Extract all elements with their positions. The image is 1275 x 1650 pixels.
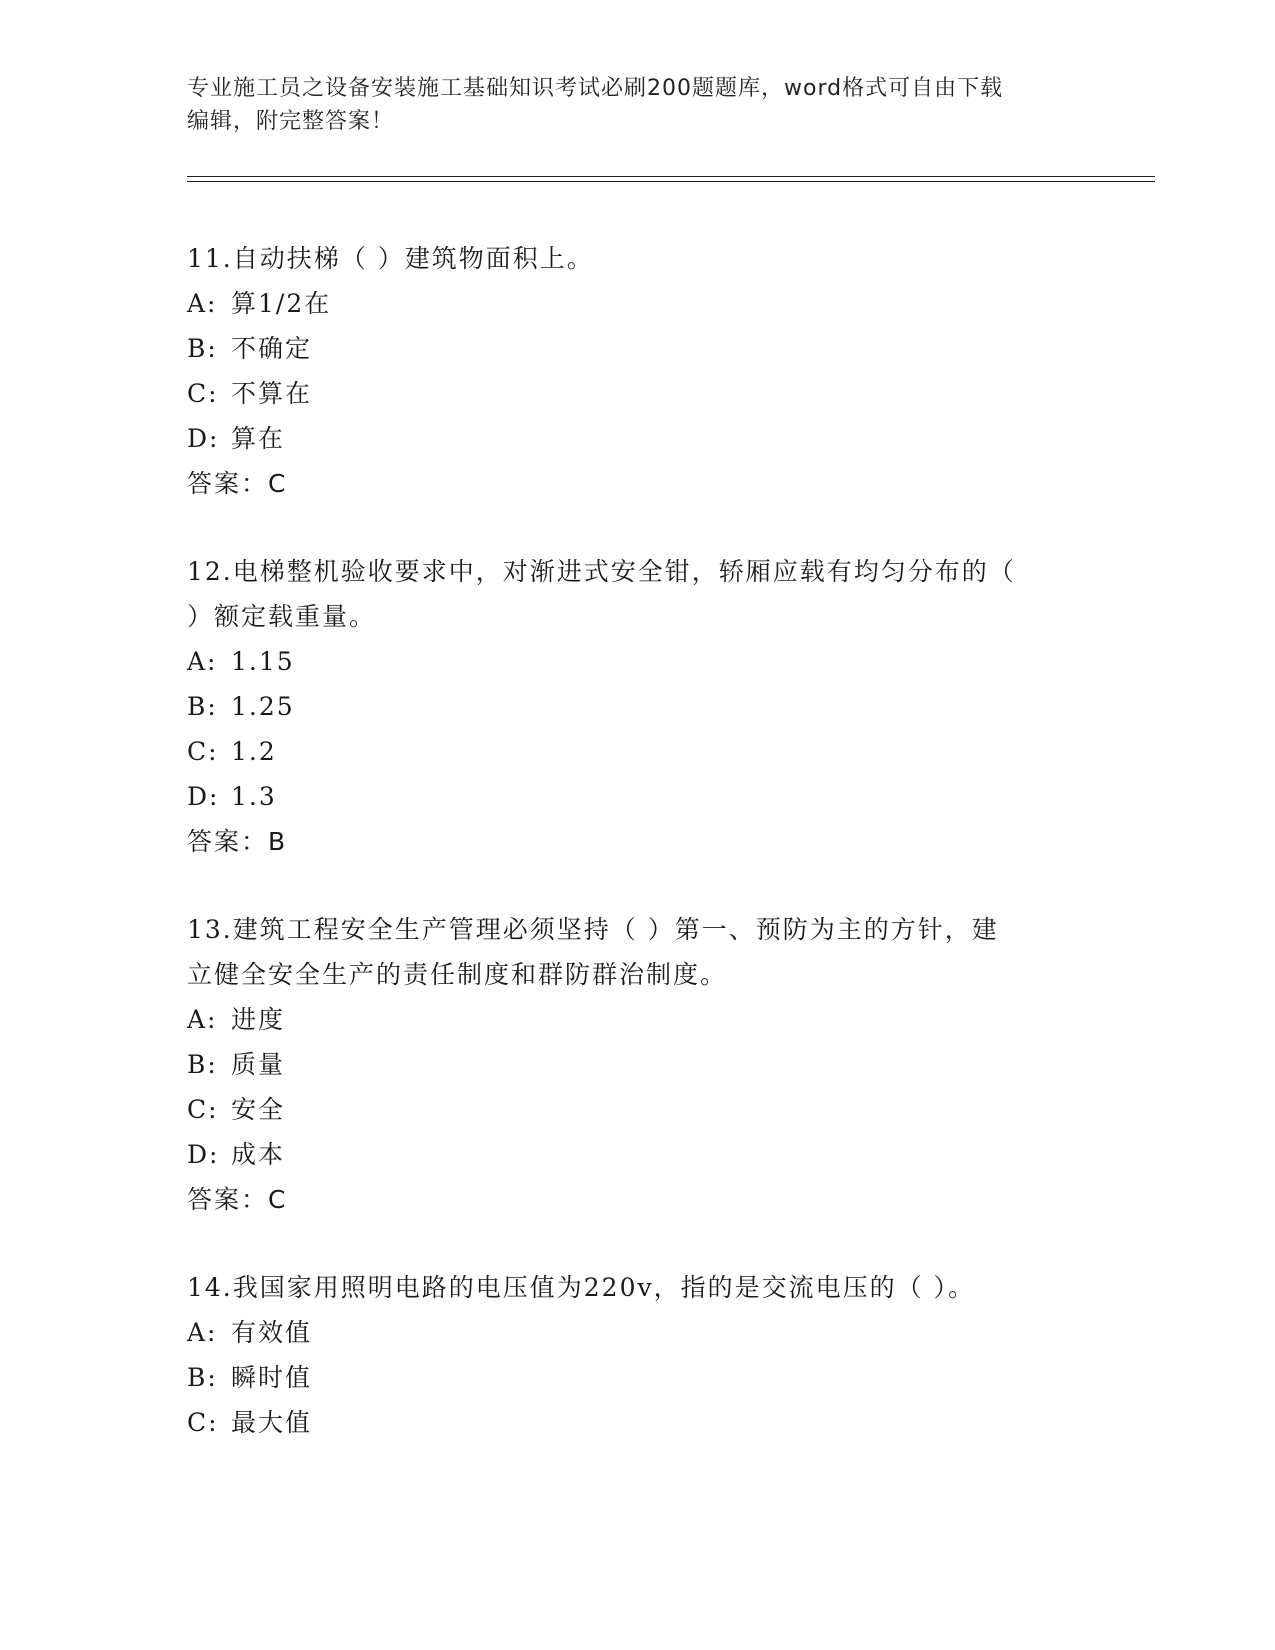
question-stem-line: 11.自动扶梯（ ）建筑物面积上。 [187,244,594,273]
answer-option [187,639,1077,684]
question-block [187,236,1077,506]
option-text: 瞬时值 [231,1363,313,1392]
answer-key: 答案：C [187,1185,288,1214]
option-text: 1.15 [231,647,295,676]
answer-option [187,1400,1077,1445]
option-text: 1.2 [231,737,277,766]
option-letter: C: [187,1408,219,1437]
answer-option [187,281,1077,326]
document-header [187,72,1077,138]
option-letter: A: [187,1318,218,1347]
option-text: 质量 [231,1050,286,1079]
header-divider-bottom [187,181,1155,182]
answer-key: 答案：C [187,469,288,498]
option-letter: D: [187,1140,220,1169]
answer-option [187,1087,1077,1132]
answer-option [187,997,1077,1042]
answer-option [187,1310,1077,1355]
option-text: 有效值 [231,1318,313,1347]
option-letter: A: [187,1005,218,1034]
header-line-2: 编辑，附完整答案！ [187,109,395,134]
option-text: 算在 [231,424,286,453]
question-stem-line: 13.建筑工程安全生产管理必须坚持（ ）第一、预防为主的方针，建 [187,915,999,944]
option-letter: A: [187,647,218,676]
option-letter: D: [187,782,220,811]
question-block [187,1265,1077,1445]
answer-option [187,684,1077,729]
question-block [187,549,1077,864]
answer-key: 答案：B [187,827,288,856]
answer-option [187,1042,1077,1087]
option-letter: A: [187,289,218,318]
question-list [187,236,1077,1488]
answer-option [187,1355,1077,1400]
option-letter: B: [187,334,218,363]
answer-option [187,326,1077,371]
answer-option [187,1132,1077,1177]
question-stem-line: 12.电梯整机验收要求中，对渐进式安全钳，轿厢应载有均匀分布的（ [187,557,1016,586]
header-line-1: 专业施工员之设备安装施工基础知识考试必刷200题题库，word格式可自由下载 [187,76,1004,101]
option-letter: D: [187,424,220,453]
option-letter: C: [187,1095,219,1124]
option-text: 不算在 [231,379,313,408]
option-text: 安全 [231,1095,286,1124]
header-divider-top [187,176,1155,177]
answer-option [187,774,1077,819]
option-letter: B: [187,1050,218,1079]
answer-option [187,729,1077,774]
option-text: 最大值 [231,1408,313,1437]
question-stem-line: ）额定载重量。 [187,602,377,631]
option-text: 进度 [231,1005,286,1034]
option-letter: B: [187,692,218,721]
option-letter: C: [187,379,219,408]
option-letter: B: [187,1363,218,1392]
question-block [187,907,1077,1222]
option-text: 1.25 [231,692,295,721]
question-stem-line: 立健全安全生产的责任制度和群防群治制度。 [187,960,728,989]
question-stem-line: 14.我国家用照明电路的电压值为220v，指的是交流电压的（ ）。 [187,1273,976,1302]
option-text: 成本 [231,1140,286,1169]
answer-option [187,371,1077,416]
option-text: 不确定 [231,334,313,363]
option-letter: C: [187,737,219,766]
option-text: 1.3 [231,782,277,811]
answer-option [187,416,1077,461]
option-text: 算1/2在 [231,289,332,318]
